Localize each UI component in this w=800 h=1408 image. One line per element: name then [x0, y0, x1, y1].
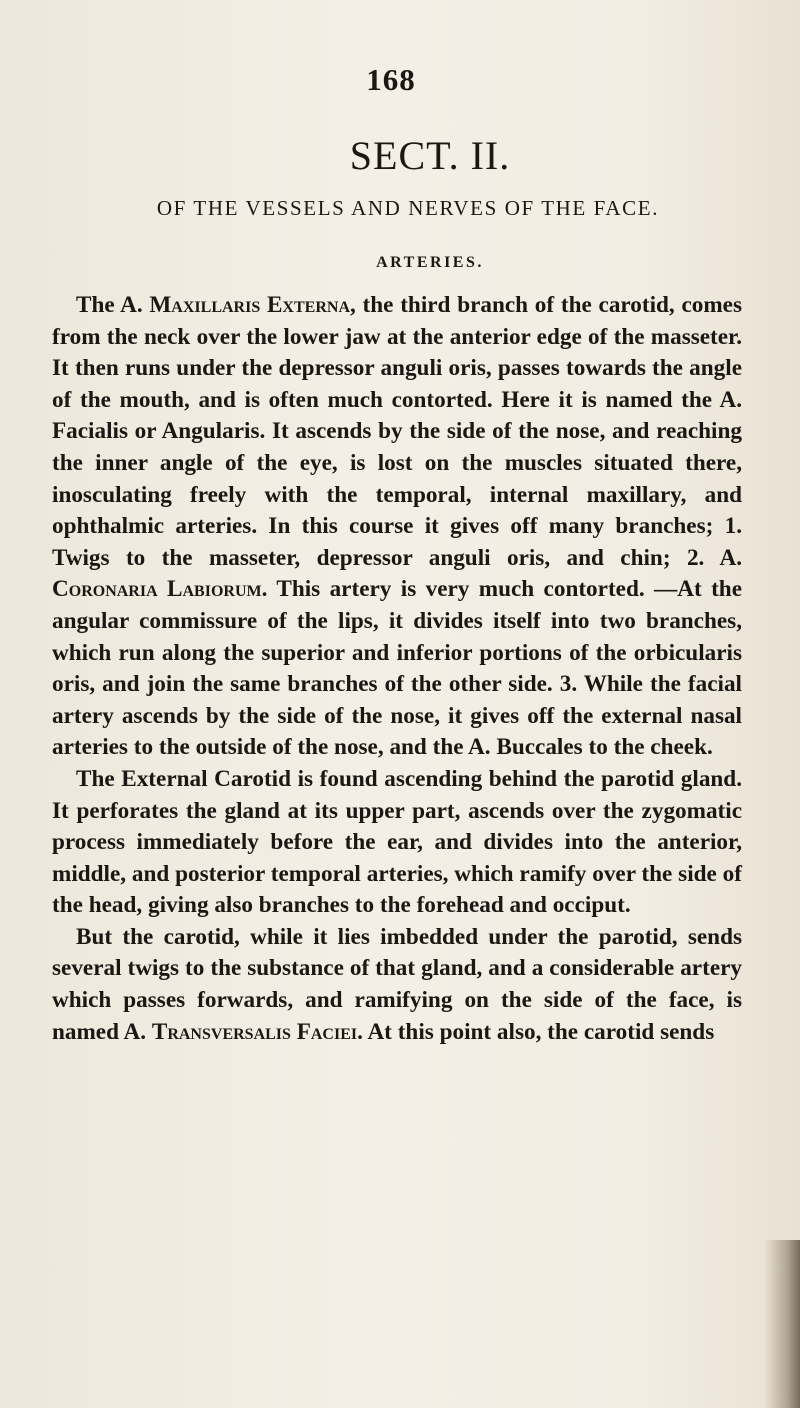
- text-run: . At this point also, the carotid sends: [357, 1018, 715, 1045]
- body-text: [52, 290, 742, 1048]
- term-coronaria-labiorum: Coronaria Labiorum: [52, 576, 262, 603]
- text-run: The A.: [76, 292, 150, 318]
- text-run: But the carotid, while it lies imbedded under the parotid, sends several twigs to the substance of that gland, and a considerable artery which passes forwards, and ramifying on the side of the face, is named A.: [52, 923, 742, 1045]
- text-run: , the third branch of the carotid, comes from the neck over the lower jaw at the anterior edge of the masseter. It then runs under the depressor anguli oris, passes towards the angle of the mouth, and is often much contorted. Here it is named the A. Facialis or Angularis. It ascends by the side of the nose, and reaching the inner angle of the eye, is lost on the muscles situated there, inosculating freely with the temporal, internal maxillary, and ophthalmic arteries. In this course it gives off many branches; 1. Twigs to the masseter, depressor anguli oris, and chin; 2. A.: [52, 292, 742, 571]
- term-transversalis-faciei: Transversalis Faciei: [151, 1018, 358, 1045]
- paragraph-external-carotid: The External Carotid is found ascending behind the parotid gland. It perforates the gland at its upper part, ascends over the zygomatic process immediately before the ear, and divides into the anterior, middle, and posterior temporal arteries, which ramify over the side of the head, giving also branches to the forehead and occiput.: [52, 765, 742, 919]
- text-run: . This artery is very much contorted. —At the angular commissure of the lips, it divides itself into two branches, which run along the superior and inferior portions of the orbicularis oris, and join the same branches of the other side. 3. While the facial artery ascends by the side of the nose, it gives off the external nasal arteries to the outside of the nose, and the A. Buccales to the cheek.: [52, 576, 742, 761]
- section-title: SECT. II.: [349, 133, 511, 178]
- page-edge-stain: [764, 1240, 800, 1408]
- section-subtitle: OF THE VESSELS AND NERVES OF THE FACE.: [156, 196, 660, 220]
- page-number: 168: [366, 62, 416, 97]
- term-maxillaris-externa: Maxillaris Externa: [149, 292, 350, 318]
- arteries-heading: ARTERIES.: [376, 254, 484, 271]
- paragraph-transversalis: [52, 922, 742, 1048]
- paragraph-maxillaris: [52, 290, 742, 764]
